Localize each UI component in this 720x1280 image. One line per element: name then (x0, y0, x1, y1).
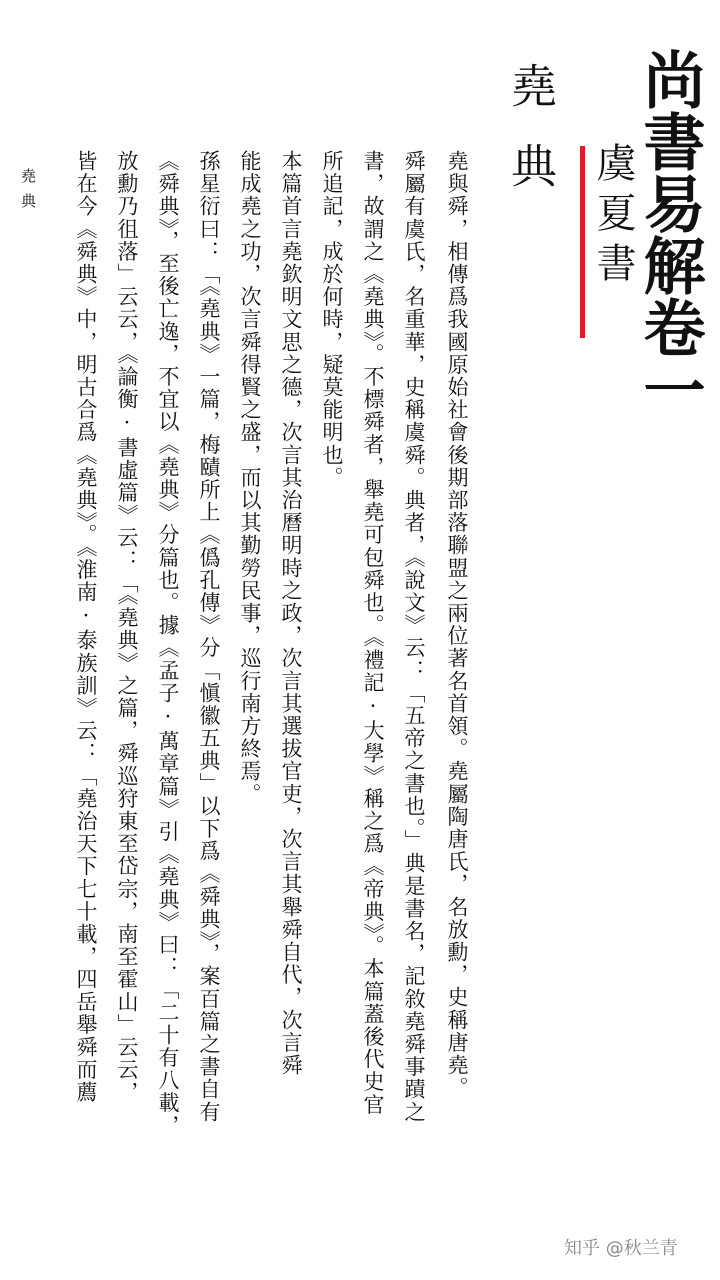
body-column-7: 孫星衍曰：「《堯典》一篇，梅賾所上《僞孔傳》分「愼徽五典」以下爲《舜典》，案百篇之書自有 (197, 150, 221, 1124)
running-header: 堯典 (19, 168, 37, 218)
body-column-4: 所追記，成於何時，疑莫能明也。 (320, 150, 344, 489)
body-column-9: 放勳乃徂落」云云，《論衡·書虛篇》云：「《堯典》之篇，舜巡狩東至岱宗，南至霍山」云云， (115, 150, 139, 1104)
body-column-1: 堯與舜，相傳爲我國原始社會後期部落聯盟之兩位著名首領。堯屬陶唐氏，名放勳，史稱唐堯。 (445, 150, 469, 1100)
body-column-2: 舜屬有虞氏，名重華，史稱虞舜。典者，《說文》云：「五帝之書也。」典是書名，記敘堯舜事蹟之 (402, 150, 426, 1124)
body-column-3: 書，故謂之《堯典》。不標舜者，舉堯可包舜也。《禮記·大學》稱之爲《帝典》。本篇蓋後代史官 (361, 150, 385, 1116)
body-column-5: 本篇首言堯欽明文思之德，次言其治曆明時之政，次言其選拔官吏，次言其舉舜自代，次言舜 (279, 150, 303, 1077)
chapter-title: 堯典 (504, 62, 558, 222)
red-underline-mark (580, 146, 585, 338)
body-column-10: 皆在今《舜典》中，明古合爲《堯典》。《淮南·泰族訓》云：「堯治天下七十載，四岳舉舜而薦 (74, 150, 98, 1104)
section-title: 虞夏書 (590, 142, 636, 292)
body-column-8: 《舜典》，至後亡逸，不宜以《堯典》分篇也。據《孟子·萬章篇》引《堯典》曰：「二十有八載， (156, 150, 180, 1137)
watermark: 知乎 @秋兰青 (564, 1238, 678, 1259)
book-title: 尚書易解卷一 (633, 48, 706, 420)
body-column-6: 能成堯之功，次言舜得賢之盛，而以其勤勞民事，巡行南方終焉。 (238, 150, 262, 806)
